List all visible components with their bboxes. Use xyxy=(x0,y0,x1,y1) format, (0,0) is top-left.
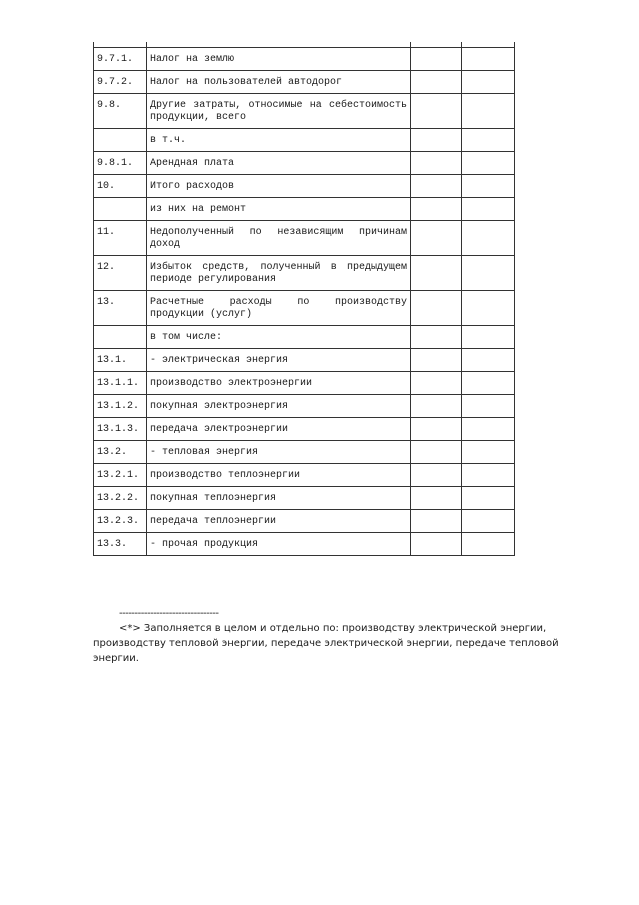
row-name: передача электроэнергии xyxy=(147,418,411,441)
row-number: 13.1. xyxy=(94,349,147,372)
value-cell-2 xyxy=(462,198,515,221)
value-cell-1 xyxy=(411,221,462,256)
row-number: 13. xyxy=(94,291,147,326)
row-number: 9.8. xyxy=(94,94,147,129)
value-cell-2 xyxy=(462,48,515,71)
value-cell-1 xyxy=(411,256,462,291)
table-row xyxy=(94,441,515,464)
row-number: 11. xyxy=(94,221,147,256)
value-cell-2 xyxy=(462,94,515,129)
row-name: Другие затраты, относимые на себестоимость продукции, всего xyxy=(147,94,411,129)
row-number: 9.8.1. xyxy=(94,152,147,175)
row-name: из них на ремонт xyxy=(147,198,411,221)
row-name: - прочая продукция xyxy=(147,533,411,556)
row-number: 13.2. xyxy=(94,441,147,464)
value-cell-1 xyxy=(411,94,462,129)
value-cell-2 xyxy=(462,510,515,533)
row-name: Итого расходов xyxy=(147,175,411,198)
value-cell-1 xyxy=(411,198,462,221)
row-name: Арендная плата xyxy=(147,152,411,175)
value-cell-2 xyxy=(462,129,515,152)
value-cell-2 xyxy=(462,487,515,510)
value-cell-2 xyxy=(462,464,515,487)
row-name: в том числе: xyxy=(147,326,411,349)
expenses-table xyxy=(93,42,515,556)
value-cell-2 xyxy=(462,326,515,349)
value-cell-1 xyxy=(411,441,462,464)
footnote xyxy=(93,606,603,666)
value-cell-2 xyxy=(462,71,515,94)
table-row xyxy=(94,326,515,349)
table-row xyxy=(94,395,515,418)
table-row xyxy=(94,129,515,152)
row-name: производство теплоэнергии xyxy=(147,464,411,487)
row-name: Избыток средств, полученный в предыдущем периоде регулирования xyxy=(147,256,411,291)
table-row xyxy=(94,372,515,395)
row-number: 9.7.1. xyxy=(94,48,147,71)
value-cell-2 xyxy=(462,533,515,556)
table-row xyxy=(94,533,515,556)
table-row xyxy=(94,418,515,441)
table-row xyxy=(94,510,515,533)
value-cell-1 xyxy=(411,533,462,556)
table-row xyxy=(94,152,515,175)
value-cell-1 xyxy=(411,175,462,198)
table-row xyxy=(94,221,515,256)
table-body xyxy=(94,42,515,556)
row-name: Расчетные расходы по производству продукции (услуг) xyxy=(147,291,411,326)
value-cell-2 xyxy=(462,152,515,175)
row-number: 13.3. xyxy=(94,533,147,556)
value-cell-2 xyxy=(462,372,515,395)
value-cell-1 xyxy=(411,48,462,71)
value-cell-1 xyxy=(411,372,462,395)
value-cell-1 xyxy=(411,464,462,487)
value-cell-2 xyxy=(462,418,515,441)
table-row xyxy=(94,71,515,94)
table-row xyxy=(94,464,515,487)
value-cell-2 xyxy=(462,395,515,418)
value-cell-1 xyxy=(411,487,462,510)
row-name: передача теплоэнергии xyxy=(147,510,411,533)
value-cell-2 xyxy=(462,175,515,198)
table-row xyxy=(94,94,515,129)
row-name: - тепловая энергия xyxy=(147,441,411,464)
row-number: 13.1.1. xyxy=(94,372,147,395)
row-number: 9.7.2. xyxy=(94,71,147,94)
value-cell-1 xyxy=(411,326,462,349)
value-cell-1 xyxy=(411,71,462,94)
value-cell-1 xyxy=(411,510,462,533)
row-name: Недополученный по независящим причинам доход xyxy=(147,221,411,256)
footnote-separator: -------------------------------- xyxy=(119,608,219,619)
value-cell-2 xyxy=(462,256,515,291)
value-cell-1 xyxy=(411,395,462,418)
value-cell-1 xyxy=(411,129,462,152)
row-number: 13.2.2. xyxy=(94,487,147,510)
table-row xyxy=(94,198,515,221)
value-cell-2 xyxy=(462,291,515,326)
row-name: покупная электроэнергия xyxy=(147,395,411,418)
value-cell-1 xyxy=(411,418,462,441)
row-number: 13.2.3. xyxy=(94,510,147,533)
row-number: 13.1.2. xyxy=(94,395,147,418)
table-row xyxy=(94,349,515,372)
value-cell-2 xyxy=(462,221,515,256)
row-name: производство электроэнергии xyxy=(147,372,411,395)
value-cell-1 xyxy=(411,291,462,326)
row-name: покупная теплоэнергия xyxy=(147,487,411,510)
row-name: - электрическая энергия xyxy=(147,349,411,372)
row-number: 13.2.1. xyxy=(94,464,147,487)
footnote-text: <*> Заполняется в целом и отдельно по: производству электрической энергии, производству тепловой энергии, передаче электрической энергии, передаче тепловой энергии. xyxy=(93,623,559,664)
value-cell-2 xyxy=(462,441,515,464)
table-row xyxy=(94,291,515,326)
row-number xyxy=(94,198,147,221)
value-cell-2 xyxy=(462,349,515,372)
row-number xyxy=(94,326,147,349)
table-row xyxy=(94,487,515,510)
table-row xyxy=(94,256,515,291)
row-number xyxy=(94,129,147,152)
value-cell-1 xyxy=(411,349,462,372)
value-cell-1 xyxy=(411,152,462,175)
row-number: 13.1.3. xyxy=(94,418,147,441)
row-number: 10. xyxy=(94,175,147,198)
row-name: в т.ч. xyxy=(147,129,411,152)
row-name: Налог на пользователей автодорог xyxy=(147,71,411,94)
row-number: 12. xyxy=(94,256,147,291)
table-row xyxy=(94,48,515,71)
row-name: Налог на землю xyxy=(147,48,411,71)
table-row xyxy=(94,175,515,198)
